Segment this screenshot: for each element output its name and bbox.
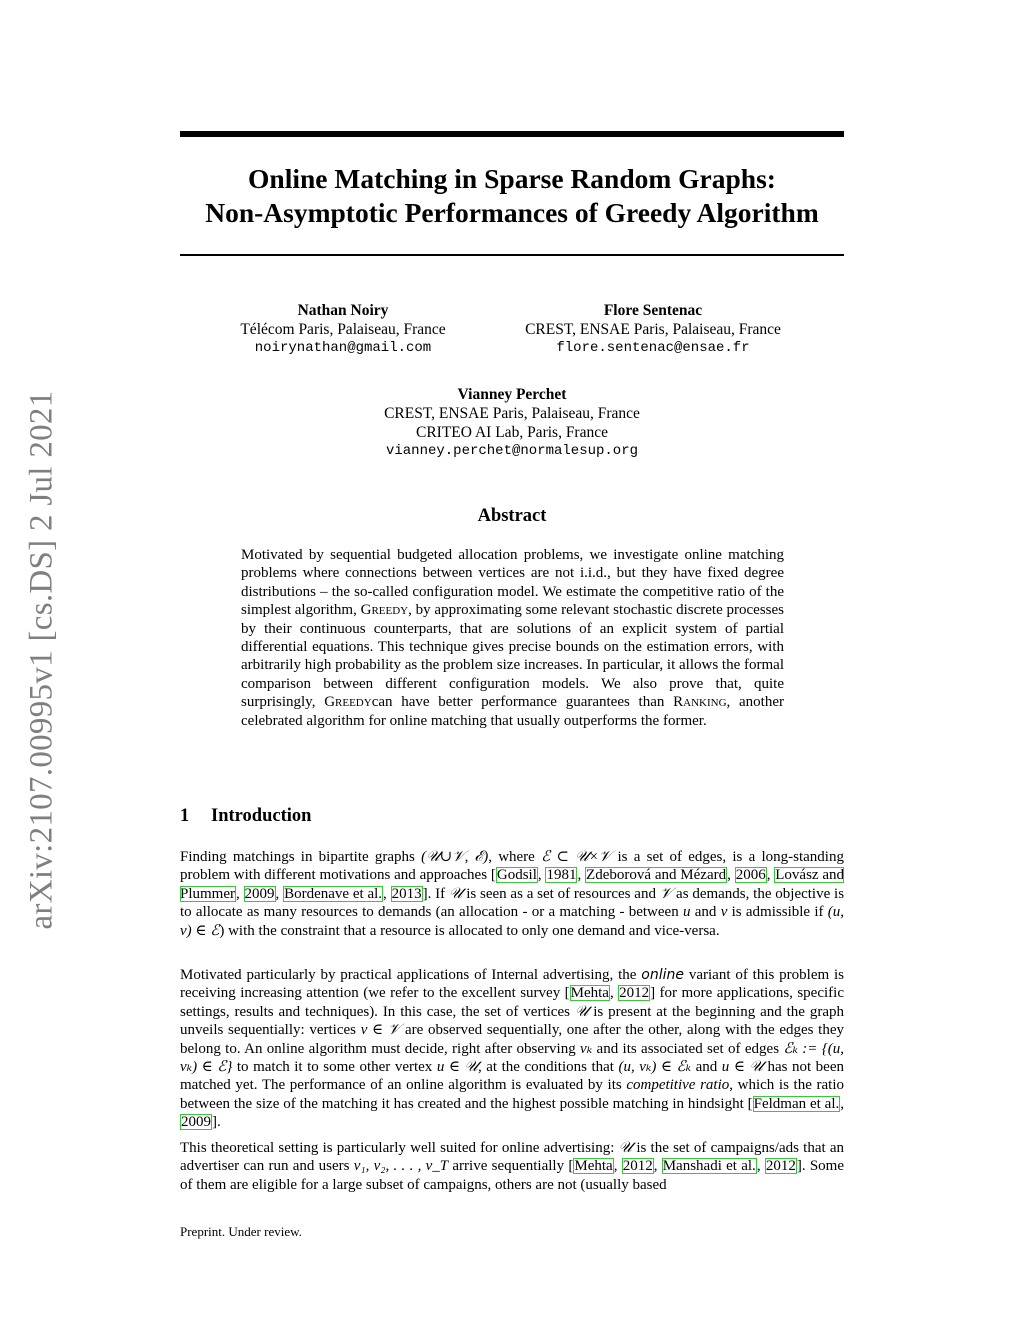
title-top-rule (180, 131, 844, 137)
citation-link[interactable]: 2013 (391, 885, 422, 902)
section-heading (180, 806, 311, 827)
author-affiliation-2: CRITEO AI Lab, Paris, France (416, 424, 608, 441)
section-title: Introduction (211, 806, 312, 826)
footer-note: Preprint. Under review. (180, 1224, 302, 1239)
author-block (503, 301, 803, 358)
intro-paragraph-3: This theoretical setting is particularly well suited for online advertising: 𝒰 is the set of campaigns/ads that an advertiser can run and users v₁, v₂, . . . , v_T arrive sequentially [Mehta, 2012, Manshadi et al., 2012]. Some of them are eligible for a large subset of campaigns, others are not (usually based (180, 1140, 845, 1193)
citation-link[interactable]: 2012 (622, 1158, 653, 1175)
math-expr: u ∈ 𝒰 (436, 1059, 478, 1076)
citation-link[interactable]: 1981 (546, 867, 577, 884)
author-block (362, 385, 662, 461)
math-expr: ℰ ⊂ 𝒰×𝒱 (541, 849, 612, 865)
citation-link[interactable]: Godsil (496, 867, 537, 884)
math-expr: v₁, v₂, . . . , v_T (353, 1158, 449, 1175)
author-affiliation: Télécom Paris, Palaiseau, France (240, 321, 446, 338)
math-expr: v ∈ 𝒱 (360, 1022, 401, 1039)
greedy-algo-name: Greedy (360, 602, 409, 619)
citation-link[interactable]: 2012 (765, 1158, 796, 1175)
author-email[interactable]: noirynathan@gmail.com (254, 340, 432, 356)
author-affiliation: CREST, ENSAE Paris, Palaiseau, France (384, 405, 640, 422)
author-name: Vianney Perchet (457, 386, 567, 403)
greedy-algo-name: Greedy (324, 694, 372, 711)
title-bottom-rule (180, 254, 844, 256)
math-expr: vₖ (580, 1040, 593, 1057)
math-expr: (𝒰∪𝒱, ℰ) (421, 849, 489, 865)
citation-link[interactable]: Lovász and Plummer (180, 867, 845, 902)
emphasis-competitive-ratio: competitive ratio (626, 1077, 730, 1094)
abstract-text: Motivated by sequential budgeted allocation problems, we investigate online matching problems where connections between vertices are not i.i.d., but they have fixed degree distributions – the so-called configuration model. We estimate the competitive ratio of the simplest algorithm, Greedy, by approximating some relevant stochastic discrete processes by their continuous counterparts, that are solutions of an explicit system of partial differential equations. This technique gives precise bounds on the estimation errors, with arbitrarily high probability as the problem size increases. In particular, it allows the formal comparison between different configuration models. We also prove that, quite surprisingly, Greedycan have better performance guarantees than Ranking, another celebrated algorithm for online matching that usually outperforms the former. (241, 547, 785, 729)
emphasis-online: online (641, 967, 685, 983)
math-expr: 𝒰 (574, 1003, 589, 1020)
math-expr: 𝒰 (448, 885, 463, 902)
math-expr: u (682, 904, 691, 921)
math-expr: (u, v) ∈ ℰ (180, 904, 845, 939)
citation-link[interactable]: Manshadi et al. (662, 1158, 756, 1175)
math-expr: u ∈ 𝒰 (721, 1059, 763, 1076)
math-expr: v (720, 904, 728, 921)
math-expr: 𝒱 (659, 885, 673, 902)
citation-link[interactable]: Mehta (574, 1158, 613, 1175)
citation-link[interactable]: Feldman et al. (753, 1095, 840, 1112)
citation-link[interactable]: 2009 (181, 1114, 211, 1131)
ranking-algo-name: Ranking (673, 694, 727, 711)
citation-link[interactable]: 2006 (735, 867, 766, 884)
citation-link[interactable]: Zdeborová and Mézard (586, 867, 727, 884)
intro-paragraph-1: Finding matchings in bipartite graphs (𝒰∪𝒱, ℰ), where ℰ ⊂ 𝒰×𝒱 is a set of edges, is a long-standing problem with different motivations and approaches [Godsil, 1981, Zdeborová and Mézard, 2006, Lovász and Plummer, 2009, Bordenave et al., 2013]. If 𝒰 is seen as a set of resources and 𝒱 as demands, the objective is to allocate as many resources to demands (an allocation - or a matching - between u and v is admissible if (u, v) ∈ ℰ) with the constraint that a resource is allocated to only one demand and vice-versa. (180, 849, 845, 939)
title-line-2: Non-Asymptotic Performances of Greedy Algorithm (205, 197, 819, 228)
paper-title (180, 162, 844, 230)
math-expr: 𝒰 (618, 1140, 633, 1156)
author-block (193, 301, 493, 358)
arxiv-stamp: arXiv:2107.00995v1 [cs.DS] 2 Jul 2021 (23, 390, 60, 930)
citation-link[interactable]: 2009 (244, 885, 275, 902)
author-name: Nathan Noiry (297, 302, 389, 319)
citation-link[interactable]: 2012 (619, 985, 650, 1002)
author-name: Flore Sentenac (603, 302, 703, 319)
author-affiliation: CREST, ENSAE Paris, Palaiseau, France (525, 321, 781, 338)
intro-paragraph-2: Motivated particularly by practical applications of Internal advertising, the online variant of this problem is receiving increasing attention (we refer to the excellent survey [Mehta, 2012] for more applications, specific settings, results and techniques). In this case, the set of vertices 𝒰 is present at the beginning and the graph unveils sequentially: vertices v ∈ 𝒱 are observed sequentially, one after the other, along with the edges they belong to. An online algorithm must decide, right after observing vₖ and its associated set of edges ℰₖ := {(u, vₖ) ∈ ℰ} to match it to some other vertex u ∈ 𝒰, at the conditions that (u, vₖ) ∈ ℰₖ and u ∈ 𝒰 has not been matched yet. The performance of an online algorithm is evaluated by its competitive ratio, which is the ratio between the size of the matching it has created and the highest possible matching in hindsight [Feldman et al., 2009]. (180, 967, 845, 1131)
math-expr: ℰₖ := {(u, vₖ) ∈ ℰ} (180, 1040, 844, 1076)
citation-link[interactable]: Bordenave et al. (284, 885, 383, 902)
abstract-heading: Abstract (477, 506, 547, 526)
title-line-1: Online Matching in Sparse Random Graphs: (248, 163, 776, 194)
citation-link[interactable]: Mehta (570, 985, 609, 1002)
author-email[interactable]: vianney.perchet@normalesup.org (385, 443, 639, 459)
math-expr: (u, vₖ) ∈ ℰₖ (618, 1059, 692, 1076)
author-email[interactable]: flore.sentenac@ensae.fr (556, 340, 750, 356)
section-number: 1 (180, 806, 190, 826)
